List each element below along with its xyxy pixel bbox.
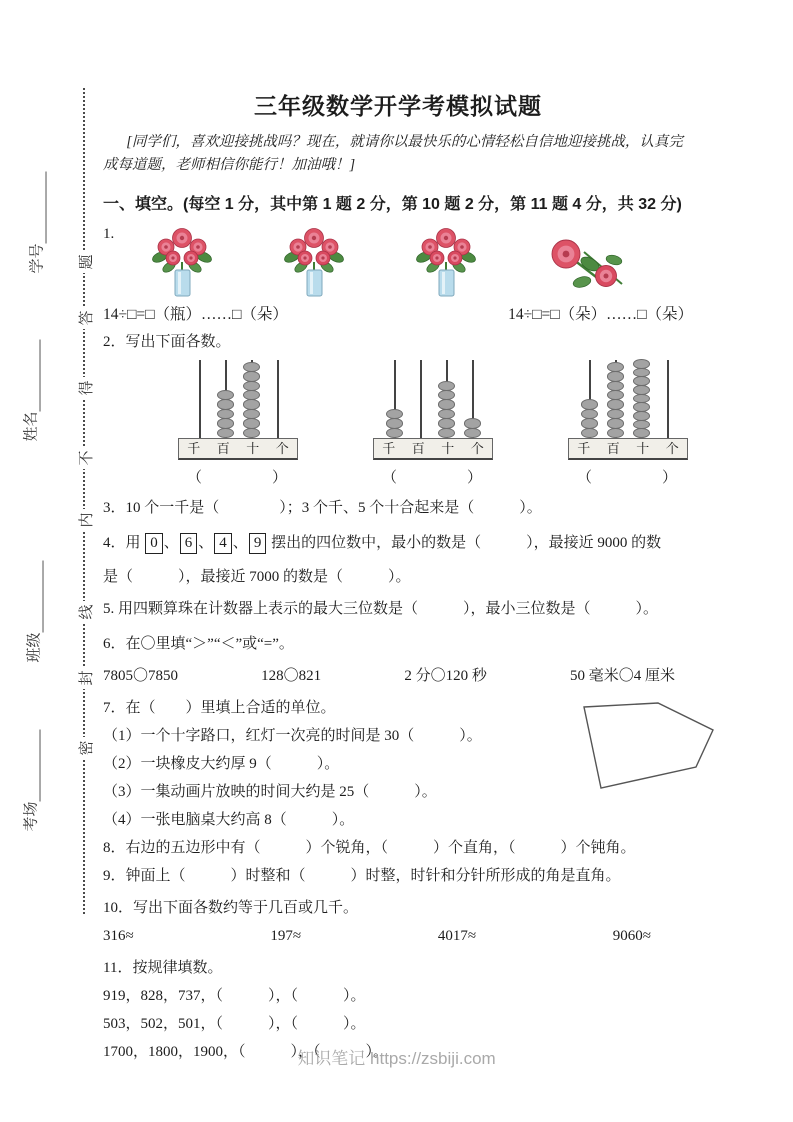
seal-char: 线	[75, 601, 95, 623]
compare-item: 7805〇7850	[103, 668, 179, 684]
place-label: 千	[382, 441, 396, 456]
place-label: 个	[275, 441, 289, 456]
compare-item: 128〇821	[261, 668, 322, 684]
compare-item: 2 分〇120 秒	[404, 668, 487, 684]
rose-vase-image	[274, 224, 354, 298]
question-11-label: 11．按规律填数。	[103, 960, 223, 976]
question-7-item: （1）一个十字路口，红灯一次亮的时间是 30（ ）。	[103, 728, 482, 744]
name-label: 姓名	[23, 411, 40, 442]
abacus-place-labels	[178, 438, 298, 460]
student-id-field	[26, 171, 47, 273]
round-item: 197≈	[270, 928, 302, 944]
seal-char: 答	[75, 307, 95, 329]
abacus-image	[178, 360, 298, 487]
abacus-place-labels	[568, 438, 688, 460]
abacus-image	[568, 360, 688, 487]
exam-room-label: 考场	[23, 801, 40, 832]
digit-box: 4	[214, 533, 232, 554]
separator: 、	[198, 535, 214, 551]
question-2-images	[178, 360, 693, 487]
place-label: 十	[636, 441, 650, 456]
question-9: 9．钟面上（ ）时整和（ ）时整，时针和分针所形成的角是直角。	[103, 868, 621, 884]
question-6-label: 6．在〇里填“＞”“＜”或“=”。	[103, 636, 294, 652]
question-7-item: （4）一张电脑桌大约高 8（ ）。	[103, 812, 355, 828]
answer-blank: （ ）	[576, 470, 679, 486]
question-6-items	[103, 663, 675, 690]
footer-watermark: 知识笔记 https://zsbiji.com	[297, 1049, 496, 1068]
place-label: 个	[665, 441, 679, 456]
digit-box: 6	[180, 533, 198, 554]
page-title: 三年级数学开学考模拟试题	[254, 93, 542, 119]
question-2-label: 2．写出下面各数。	[103, 334, 231, 350]
question-11-sequence: 1700，1800，1900，（ ），（ ）。	[103, 1044, 389, 1060]
question-7-item: （3）一集动画片放映的时间大约是 25（ ）。	[103, 784, 437, 800]
question-4-line-1	[103, 530, 693, 557]
place-label: 个	[470, 441, 484, 456]
separator: 、	[163, 535, 179, 551]
answer-blank: （ ）	[381, 470, 484, 486]
question-1-equations	[103, 302, 693, 328]
digit-box: 0	[145, 533, 163, 554]
intro-note: [同学们，喜欢迎接挑战吗？现在，就请你以最快乐的心情轻松自信地迎接挑战，认真完成每道题，老师相信你能行！加油哦！]	[103, 134, 683, 173]
student-id-blank-line	[31, 171, 47, 243]
seal-char: 密	[75, 737, 95, 759]
place-label: 千	[577, 441, 591, 456]
name-field	[20, 339, 41, 441]
compare-item: 50 毫米〇4 厘米	[569, 668, 675, 684]
round-item: 316≈	[103, 928, 134, 944]
question-1-images	[142, 224, 638, 298]
question-1-number: 1.	[103, 226, 115, 242]
question-11-sequence: 919，828，737，（ ），（ ）。	[103, 988, 366, 1004]
round-item: 4017≈	[437, 928, 477, 944]
rose-vase-image	[142, 224, 222, 298]
place-label: 十	[246, 441, 260, 456]
place-label: 百	[216, 441, 230, 456]
question-10-items	[103, 923, 651, 950]
student-id-label: 学号	[29, 243, 46, 274]
class-field	[23, 560, 44, 662]
question-10-label: 10．写出下面各数约等于几百或几千。	[103, 900, 359, 916]
seal-char: 封	[75, 667, 95, 689]
seal-char: 题	[75, 251, 95, 273]
class-label: 班级	[26, 632, 43, 663]
abacus-place-labels	[373, 438, 493, 460]
round-item: 9060≈	[612, 928, 651, 944]
exam-room-field	[20, 729, 41, 831]
question-1	[103, 224, 693, 298]
question-4-text: 摆出的四位数中，最小的数是（ ），最接近 9000 的数	[271, 535, 662, 551]
question-11-sequence: 503，502，501，（ ），（ ）。	[103, 1016, 366, 1032]
question-7-item: （2）一块橡皮大约厚 9（ ）。	[103, 756, 340, 772]
place-label: 千	[187, 441, 201, 456]
question-5: 5. 用四颗算珠在计数器上表示的最大三位数是（ ），最小三位数是（ ）。	[103, 601, 659, 617]
place-label: 百	[411, 441, 425, 456]
abacus-image	[373, 360, 493, 487]
seal-char: 内	[75, 509, 95, 531]
question-7-label: 7．在（ ）里填上合适的单位。	[103, 700, 336, 716]
exam-content	[103, 88, 693, 1066]
question-8: 8．右边的五边形中有（ ）个锐角，（ ）个直角，（ ）个钝角。	[103, 840, 636, 856]
equation-left: 14÷□=□（瓶）……□（朵）	[103, 306, 288, 323]
section-1-heading: 一、填空。(每空 1 分，其中第 1 题 2 分，第 10 题 2 分，第 11 题 4 分，共 32 分)	[103, 196, 682, 213]
place-label: 百	[606, 441, 620, 456]
seal-dotted-line	[78, 88, 95, 914]
place-label: 十	[441, 441, 455, 456]
answer-blank: （ ）	[186, 470, 289, 486]
rose-bunch-image	[538, 234, 638, 298]
seal-char: 不	[75, 447, 95, 469]
exam-room-blank-line	[25, 729, 41, 801]
separator: 、	[232, 535, 248, 551]
pentagon-image	[576, 697, 718, 795]
seal-char: 得	[75, 377, 95, 399]
name-blank-line	[25, 339, 41, 411]
question-4-prefix: 4．用	[103, 535, 141, 551]
digit-box: 9	[249, 533, 267, 554]
rose-vase-image	[406, 224, 486, 298]
question-3: 3．10 个一千是（ ）；3 个千、5 个十合起来是（ ）。	[103, 500, 542, 516]
equation-right: 14÷□=□（朵）……□（朵）	[508, 306, 693, 323]
question-4-line-2: 是（ ），最接近 7000 的数是（ ）。	[103, 569, 411, 585]
class-blank-line	[28, 560, 44, 632]
